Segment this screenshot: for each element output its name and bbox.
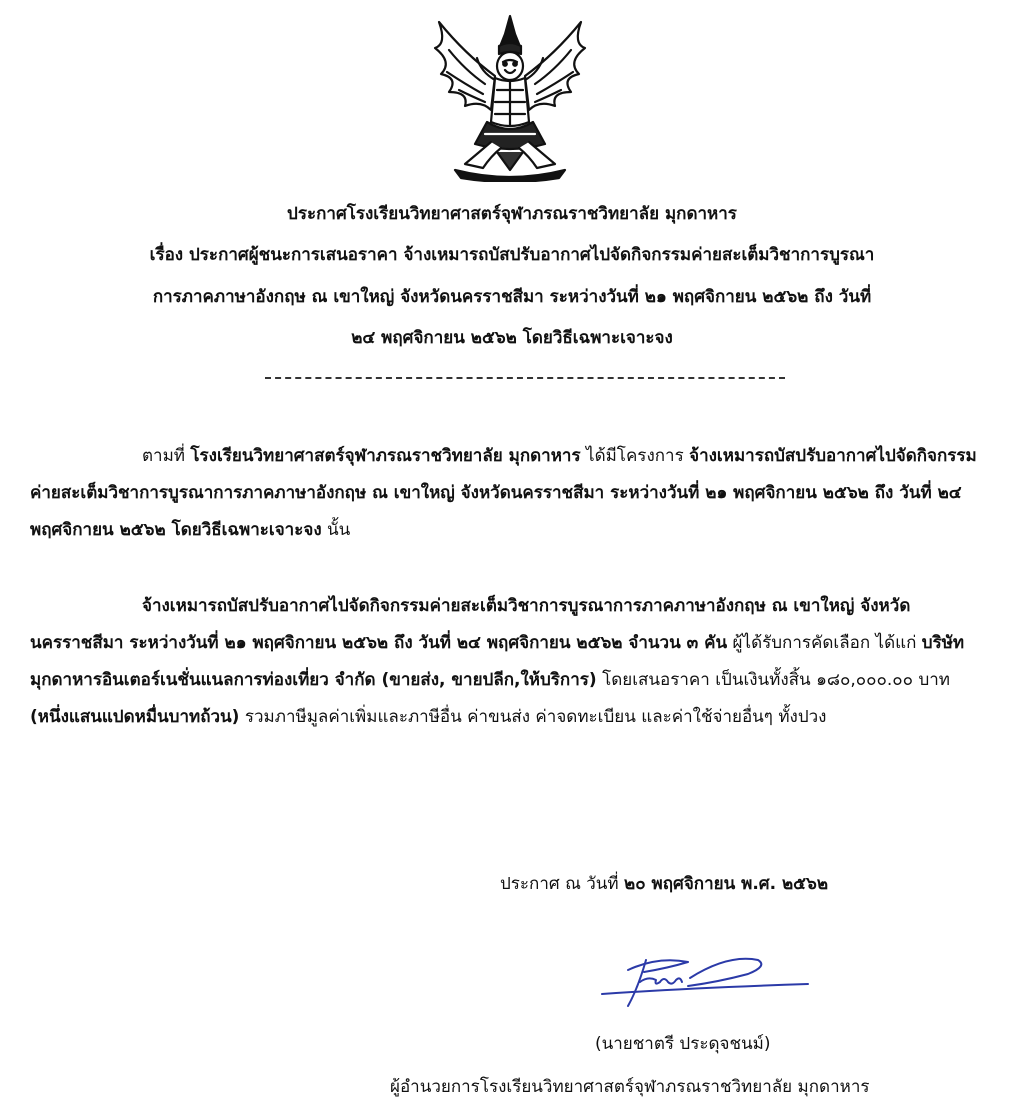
announcement-date: ๒๐ พฤศจิกายน พ.ศ. ๒๕๖๒ (624, 874, 829, 894)
intro-text-2: ได้มีโครงการ (580, 446, 690, 466)
intro-paragraph (30, 438, 994, 549)
subject-line-2: การภาคภาษาอังกฤษ ณ เขาใหญ่ จังหวัดนครราชสีมา ระหว่างวันที่ ๒๑ พฤศจิกายน ๒๕๖๒ ถึง วันที่ (152, 287, 872, 307)
result-text-3: รวมภาษีมูลค่าเพิ่มและภาษีอื่น ค่าขนส่ง ค่าจดทะเบียน และค่าใช้จ่ายอื่นๆ ทั้งปวง (239, 707, 827, 727)
garuda-emblem-icon (425, 14, 595, 182)
subject-line-3: ๒๔ พฤศจิกายน ๒๕๖๒ โดยวิธีเฉพาะเจาะจง (351, 328, 673, 348)
announcement-date-line (500, 870, 828, 897)
intro-text-3: นั้น (321, 520, 351, 540)
separator-line (265, 377, 785, 379)
announcement-title: ประกาศโรงเรียนวิทยาศาสตร์จุฬาภรณราชวิทยาลัย มุกดาหาร (287, 204, 737, 224)
date-prefix: ประกาศ ณ วันที่ (500, 874, 625, 894)
amount-in-words: (หนึ่งแสนแปดหมื่นบาทถ้วน) (30, 707, 240, 727)
contract-description: จ้างเหมารถบัสปรับอากาศไปจัดกิจกรรมค่ายสะเต็มวิชาการบูรณาการภาคภาษาอังกฤษ ณ เขาใหญ่ จังหวัดนครราชสีมา ระหว่างวันที่ ๒๑ พฤศจิกายน ๒๕๖๒ ถึง วันที่ ๒๔ พฤศจิกายน ๒๕๖๒ จำนวน ๓ คัน (30, 596, 911, 653)
project-name: จ้างเหมารถบัสปรับอากาศไปจัดกิจกรรมค่ายสะเต็มวิชาการบูรณาการภาคภาษาอังกฤษ ณ เขาใหญ่ จังหวัดนครราชสีมา ระหว่างวันที่ ๒๑ พฤศจิกายน ๒๕๖๒ ถึง วันที่ ๒๔ พฤศจิกายน ๒๕๖๒ โดยวิธีเฉพาะเจาะจง (30, 446, 977, 540)
signature-icon (598, 948, 828, 1014)
winner-company: บริษัท มุกดาหารอินเตอร์เนชั่นแนลการท่องเที่ยว จำกัด (ขายส่ง, ขายปลีก,ให้บริการ) (30, 633, 965, 690)
result-text-2: โดยเสนอราคา เป็นเงินทั้งสิ้น ๑๘๐,๐๐๐.๐๐ บาท (596, 670, 951, 690)
intro-text-1: ตามที่ (142, 446, 191, 466)
signer-name: (นายชาตรี ประดุจชนม์) (595, 1034, 771, 1054)
signer-position: ผู้อำนวยการโรงเรียนวิทยาศาสตร์จุฬาภรณราชวิทยาลัย มุกดาหาร (390, 1077, 870, 1097)
result-paragraph (30, 588, 994, 736)
result-text-1: ผู้ได้รับการคัดเลือก ได้แก่ (727, 633, 922, 653)
subject-line-1: เรื่อง ประกาศผู้ชนะการเสนอราคา จ้างเหมารถบัสปรับอากาศไปจัดกิจกรรมค่ายสะเต็มวิชาการบูรณา (149, 245, 875, 265)
school-name: โรงเรียนวิทยาศาสตร์จุฬาภรณราชวิทยาลัย มุกดาหาร (190, 446, 581, 466)
